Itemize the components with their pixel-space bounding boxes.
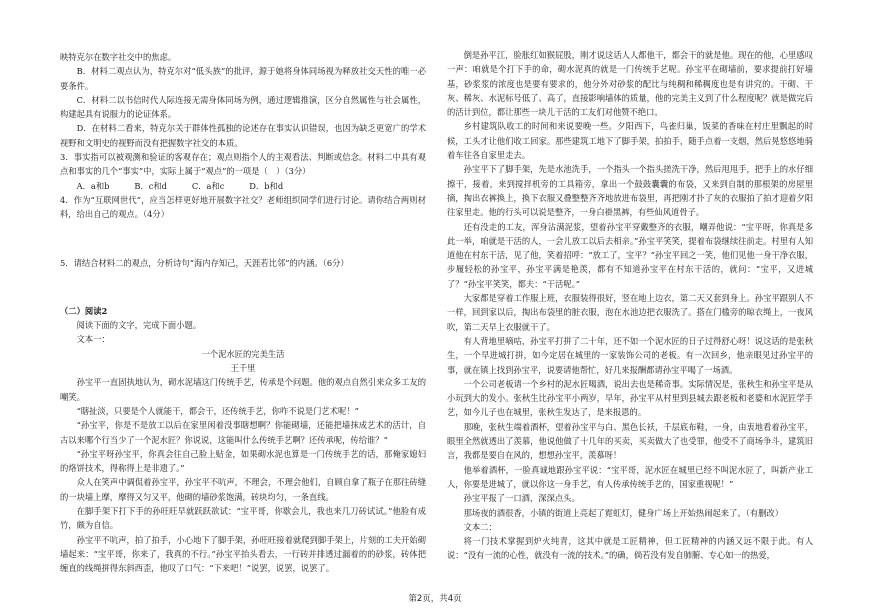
section-heading: （二）阅读2: [60, 305, 108, 316]
question-3: 3．事实指可以被观测和验证的客观存在；观点则指个人的主观看法、判断或信念。材料二中具有观点和事实的几个“事实”中，实际上属于“观点”的一项是（ ）（3分）: [60, 152, 426, 177]
column-divider: [433, 40, 434, 580]
text-one-label: 文本一：: [76, 334, 110, 345]
story-paragraph: 倒是孙平江，脸胀红如猴屁股，刚才说这话人人都他干，都会干的就是他。现在的他，心里感叹一声：咱就是个打下手的命，砌水泥真的就是一门传统手艺呢。孙宝平在砌墙前，要求提前打好墙基，砂浆浆的浓度也是要有要求的，他分外对砂浆的配比与纯稠和稀稠度也是有讲究的。干砌、干灰、稀灰、水泥标号低了、高了，直接影响墙体的质量，他的完美主义到了什么程度呢？就是做完后的活计到位，都让那些一块儿干活的工友们对他赞不绝口。: [447, 50, 813, 118]
option-b: B．材料二观点认为，特克尔对“低头族”的批评，源于她将身体同场视为释放社交天性的唯一必要条件。: [60, 66, 426, 91]
option-c: C．材料二以书信时代人际连接无需身体同场为例，通过逻辑推演，区分自然属性与社会属性，构建起具有说服力的论证体系。: [60, 94, 426, 120]
story-paragraph: 有人背地里嘀咕，孙宝平打拼了二十年，还不如一个泥水匠的日子过得舒心呀！说这话的是张秋生，一个早进城打拼，如今定居在城里的一家装饰公司的老板。有一次回乡，他亲眼见过孙宝平的事，就在镇上找到孙宝平，说要请他帮忙，好几来报酬都请孙宝平喝了一场酒。: [447, 335, 813, 375]
section-instruction: 阅读下面的文字，完成下面小题。: [76, 320, 202, 331]
left-column: [60, 50, 426, 576]
text-two-paragraph: 将一门技术掌握到炉火纯青，这其中就是工匠精神，但工匠精神的内涵又远不限于此。有人说：“没有一流的心性，就没有一流的技术。”的确，倘若没有发自肺腑、专心如一的热爱，: [447, 536, 813, 561]
story-title: 一个泥水匠的完美生活: [201, 348, 285, 359]
story-paragraph: 他举着酒杯，一脸真诚地跟孙宝平说：“宝平哥，泥水匠在城里已经不叫泥水匠了，叫新产业工人，你要是进城了，就以你这一身手艺，有人传承传统手艺的，国家重视呢！”: [447, 464, 813, 489]
answer-space: [60, 270, 426, 304]
story-paragraph: 孙宝平下了脚手架，先是水池洗手，一个指头一个指头搓洗干净，然后甩甩手，把手上的水仔细擦干，接着，来到搅拌机旁的工具箱旁，拿出一个鼓鼓囊囊的布袋，又来到自制的那根架的房屋里摘，掏出衣裤换上，换下衣服又叠整整齐齐地放进布袋里，再把刚才扑了灰的衣服拍了拍才迎着夕阳往家里走。他的行头可以说是整齐，一身白褂黑裤，有些仙风道骨子。: [447, 164, 813, 218]
question-4: 4．作为“互联网世代”，应当怎样更好地开展数字社交？老师组织同学们进行讨论。请你结合两则材料，给出自己的观点。（4分）: [60, 194, 426, 220]
text-two-label: 文本二：: [463, 521, 497, 532]
page-number: 第2页，共4页: [408, 594, 462, 604]
story-paragraph: 孙宝平一直固执地认为，砌水泥墙这门传统手艺，传承是个问题。他的观点自然引来众多工友的嘲笑。: [60, 377, 426, 402]
story-paragraph: 一个公司老板请一个乡村的泥水匠喝酒，说出去也是稀奇事。实际情况是，张秋生和孙宝平是从小玩到大的发小。张秋生比孙宝平小两岁，早年，孙宝平从村里到县城去跟老板和老婆和水泥匠学手艺，如今儿子也在城里，张秋生发达了，是来报恩的。: [447, 378, 813, 418]
answer-space: [60, 222, 426, 256]
story-paragraph: 那场夜的酒很香，小镇的街道上亮起了霓虹灯，健身广场上开始热闹起来了。（有删改）: [463, 507, 784, 518]
question-3-options: A．a和b B．c和d C．a和c D．b和d: [76, 180, 284, 191]
option-a-tail: 映特克尔在数字社交中的焦虑。: [60, 52, 177, 62]
story-paragraph: 在脚手架下打下手的孙旺旺早就跃跃欲试：“宝平哥，你歇会儿，我也来几刀砖试试。”他脸有成竹，颇为自信。: [60, 506, 426, 531]
story-paragraph: “瞎扯淡，只要是个人就能干，都会干，还传统手艺，你咋不说是门艺术呢！”: [76, 405, 359, 416]
story-paragraph: 还有没走的工友，浑身沾满泥浆，望着孙宝平穿戴整齐的衣服，嘲弄他说：“宝平呀，你真是多此一举，咱就是干活的人，一会儿放工以后去相亲。”孙宝平笑笑，提着布袋继续往前走。村里有人知道他在村东干活，见了他，笑着招呼：“放工了，宝平？”孙宝平回之一笑，他们见他一身干净衣服，步履轻松的孙宝平，孙宝平满是艳羡，都有不知道孙宝平在村东干活的，就问：“宝平，又进城了？”孙宝平笑笑，都夫：“干活呢。”: [447, 221, 813, 289]
story-paragraph: 那晚，张秋生端着酒杯，望着孙宝平与白、黑色长袄，千层底布鞋，一身，由衷地看着孙宝平，眼里全然就透出了羡慕，他说他做了十几年的买卖，买卖做大了也受罪，他受不了商场争斗，建筑旧言，我都是要自在风的，想想孙宝平，羡慕呀！: [447, 421, 813, 461]
story-author: 王千里: [230, 363, 256, 374]
story-paragraph: “孙宝平，你是不是放工以后在家里闲着没事瞎想啊？你能砌墙，还能把墙抹成艺术的活计，自古以来哪个行当少了一个泥水匠？你说说，这能叫什么传统手艺啊？还传承呢，传给谁？”: [60, 420, 426, 445]
story-paragraph: “孙宝平呀孙宝平，你真会往自己脸上贴金，如果砌水泥也算是一门传统手艺的话，那俺家媳妇的烙饼技术，得称得上是非遗了。”: [60, 448, 426, 474]
story-paragraph: 乡村建筑队收工的时间和来说要晚一些。夕阳西下，鸟雀归巢，饭菜的香味在村庄里飘起的时候，工头才让他们收工回家。那些建筑工地下了脚手架，拍拍手，随手点着一支烟，然后晃悠悠地骑着车往各自家里走去。: [447, 121, 813, 161]
story-paragraph: 大家都是穿着工作服上班，衣服装得很好，竖在地上边衣，第二天又套到身上。孙宝平跟别人不一样，回到家以后，掏出布袋里的脏衣服，泡在水池边把衣服洗了。搭在门槛旁的晾衣绳上，一夜风吹，第二天早上衣服就干了。: [447, 293, 813, 332]
story-paragraph: 孙宝平报了一口酒，深深点头。: [463, 493, 580, 504]
story-paragraph: 孙宝平不吭声，拍了拍手，小心地下了脚手架，孙旺旺接着就爬到脚手架上，片刻的工夫开始砌墙起来：“宝平哥，你来了，我真的不行。”孙宝平抬头看去，一行砖并排透过漏着的的砂浆，砖体把缠直的线绳拼得东斜西歪，他叹了口气：“下来吧！”说罢，说罢，说罢了。: [60, 534, 426, 574]
option-d: D．在材料二看来，特克尔关于群体性孤独的论述存在事实认识错误，也因为缺乏更宽广的学术视野和文明史的视野而没有把握数字社交的本质。: [60, 123, 426, 148]
story-paragraph: 众人在笑声中调侃着孙宝平，孙宝平不吭声，不理会，不理会他们，自顾自拿了瓶子在那往砖缝的一块墙上摩，摩得又匀又平，他砌的墙砂浆饱满，砖块均匀，一条直线。: [60, 477, 426, 502]
right-column: [447, 48, 813, 563]
question-5: 5．请结合材料二的观点，分析诗句“海内存知己，天涯若比邻”的内涵。（6分）: [60, 257, 349, 268]
